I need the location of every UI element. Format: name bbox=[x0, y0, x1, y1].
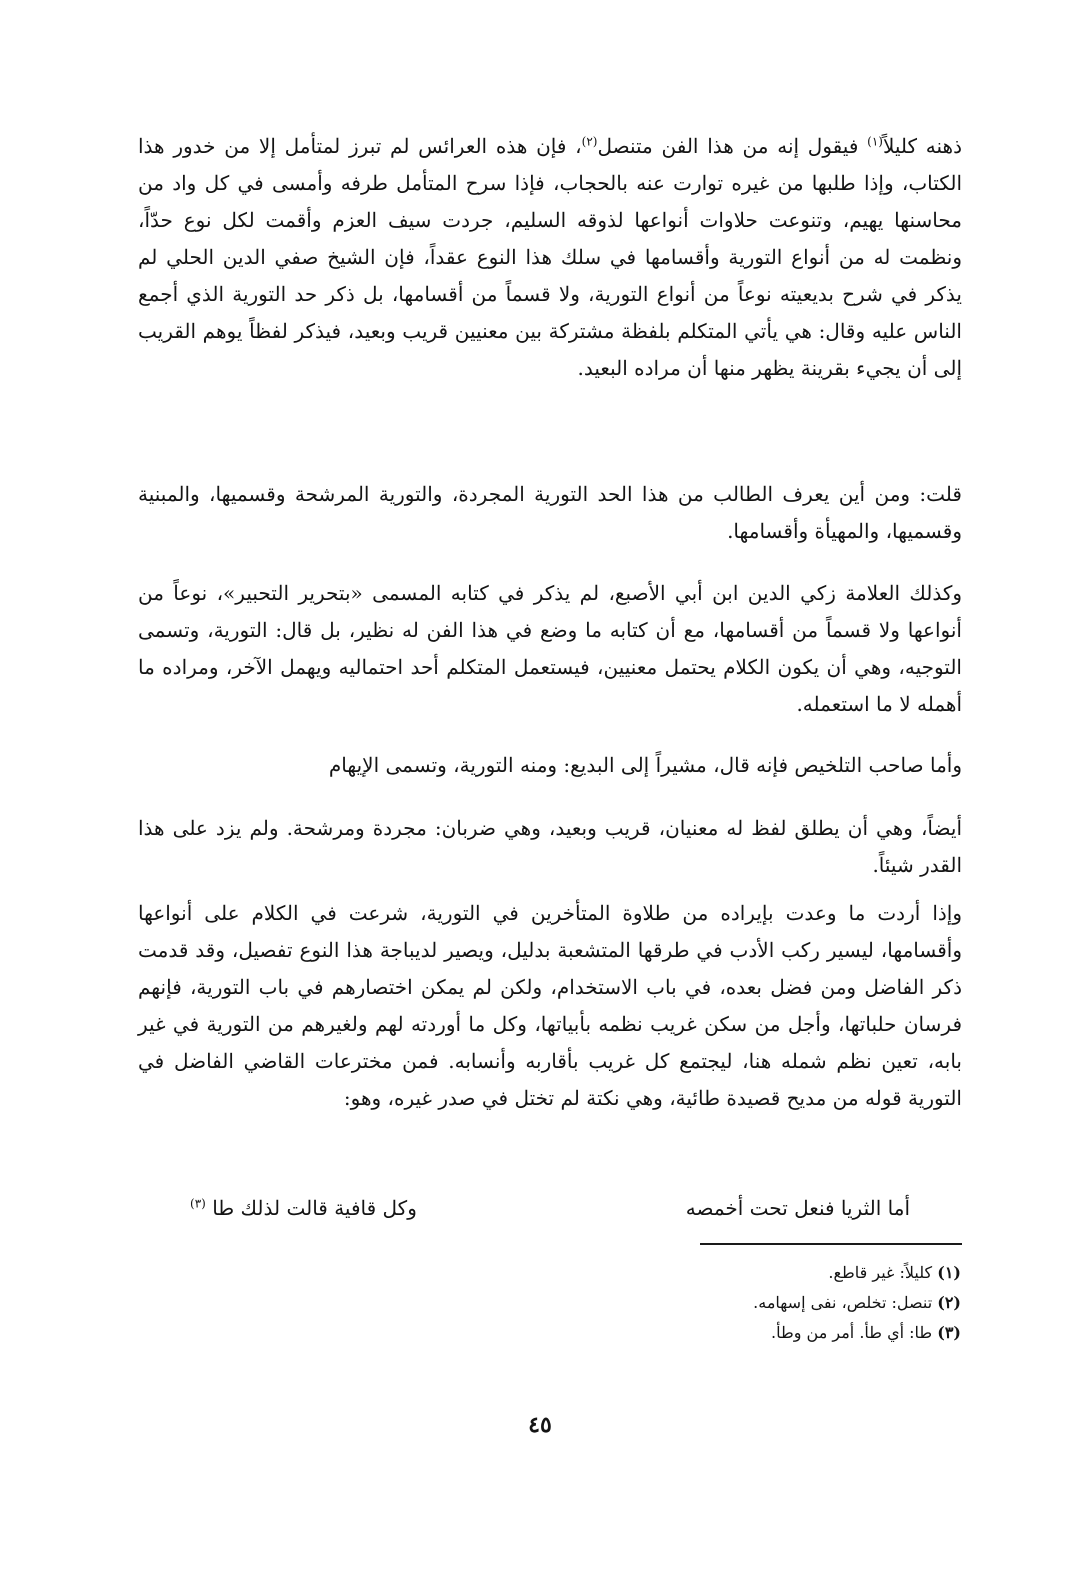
verse-first-hemistich: أما الثريا فنعل تحت أخمصه bbox=[685, 1196, 910, 1220]
paragraph-6: وإذا أردت ما وعدت بإيراده من طلاوة المتأخرين في التورية، شرعت في الكلام على أنواعها وأقسامها، ليسير ركب الأدب في طرقها المتشعبة بدليل، ويصير لديباجة هذا النوع تفصيل، وقد قدمت ذكر الفاضل ومن فضل بعده، في باب الاستخدام، ولكن لم يمكن اختصارهم في باب التورية، فإنهم فرسان حلباتها، وأجل من سكن غريب نظمه بأبياتها، وكل ما أوردته لهم ولغيرهم من التورية في غير بابه، تعين نظم شمله هنا، ليجتمع كل غريب بأقاربه وأنسابه. فمن مخترعات القاضي الفاضل في التورية قوله من مديح قصيدة طائية، وهي نكتة لم تختل في صدر غيره، وهو: bbox=[138, 901, 962, 1110]
paragraph-2: قلت: ومن أين يعرف الطالب من هذا الحد التورية المجردة، والتورية المرشحة وقسميها، والمبنية وقسميها، والمهيأة وأقسامها. bbox=[138, 482, 962, 543]
paragraph-1-end: ، فإن هذه العرائس لم تبرز لمتأمل إلا من خدور هذا الكتاب، وإذا طلبها من غيره توارت عنه بالحجاب، فإذا سرح المتأمل طرفه وأمسى في كل واد من محاسنها يهيم، وتنوعت حلاوات أنواعها لذوقه السليم، جردت سيف العزم وأقمت لكل نوع حدّاً، ونظمت له من أنواع التورية وأقسامها في سلك هذا النوع عقداً، فإن الشيخ صفي الدين الحلي لم يذكر في شرح بديعيته نوعاً من أنواع التورية، ولا قسماً من أقسامها، بل ذكر حد التورية الذي أجمع الناس عليه وقال: هي يأتي المتكلم بلفظة مشتركة بين معنيين قريب وبعيد، فيذكر لفظاً يوهم القريب إلى أن يجيء بقرينة يظهر منها أن مراده البعيد. bbox=[138, 134, 962, 380]
poem-verse bbox=[190, 1193, 910, 1223]
footnote-divider bbox=[700, 1243, 962, 1245]
paragraph-5: أيضاً، وهي أن يطلق لفظ له معنيان، قريب وبعيد، وهي ضربان: مجردة ومرشحة. ولم يزد على هذا القدر شيئاً. bbox=[138, 816, 962, 877]
footnote-3 bbox=[541, 1318, 961, 1348]
paragraph-1-middle: فيقول إنه من هذا الفن متنصل bbox=[597, 134, 868, 158]
footnote-ref-2[interactable]: (٢) bbox=[581, 134, 598, 149]
paragraph-3: وكذلك العلامة زكي الدين ابن أبي الأصبع، لم يذكر في كتابه المسمى «بتحرير التحبير»، نوعاً من أنواعها ولا قسماً من أقسامها، مع أن كتابه ما وضع في هذا الفن له نظير، بل قال: التورية، وتسمى التوجيه، وهي أن يكون الكلام يحتمل معنيين، فيستعمل المتكلم أحد احتماليه ويهمل الآخر، ومراده ما أهمله لا ما استعمله. bbox=[138, 581, 962, 716]
page-number: ٤٥ bbox=[528, 1412, 552, 1438]
footnote-2 bbox=[541, 1288, 961, 1318]
footnote-1-number: (١) bbox=[937, 1263, 961, 1282]
footnote-3-text: طا: أي طأ. أمر من وطأ. bbox=[771, 1323, 938, 1342]
footnote-ref-3[interactable]: (٣) bbox=[190, 1196, 206, 1211]
paragraph-4: وأما صاحب التلخيص فإنه قال، مشيراً إلى البديع: ومنه التورية، وتسمى الإيهام bbox=[328, 753, 962, 777]
footnote-ref-1[interactable]: (١) bbox=[867, 134, 883, 149]
footnote-1 bbox=[541, 1258, 961, 1288]
footnote-2-number: (٢) bbox=[937, 1293, 961, 1312]
paragraph-1 bbox=[138, 128, 962, 387]
footnote-1-text: كليلاً: غير قاطع. bbox=[828, 1263, 938, 1282]
footnote-3-number: (٣) bbox=[937, 1323, 961, 1342]
footnote-2-text: تنصل: تخلص، نفى إسهامه. bbox=[753, 1293, 938, 1312]
verse-second-hemistich bbox=[190, 1193, 417, 1223]
verse-second-hemistich-text: وكل قافية قالت لذلك طا bbox=[212, 1196, 417, 1220]
paragraph-1-start: ذهنه كليلاً bbox=[882, 134, 963, 158]
footnotes bbox=[541, 1258, 961, 1348]
